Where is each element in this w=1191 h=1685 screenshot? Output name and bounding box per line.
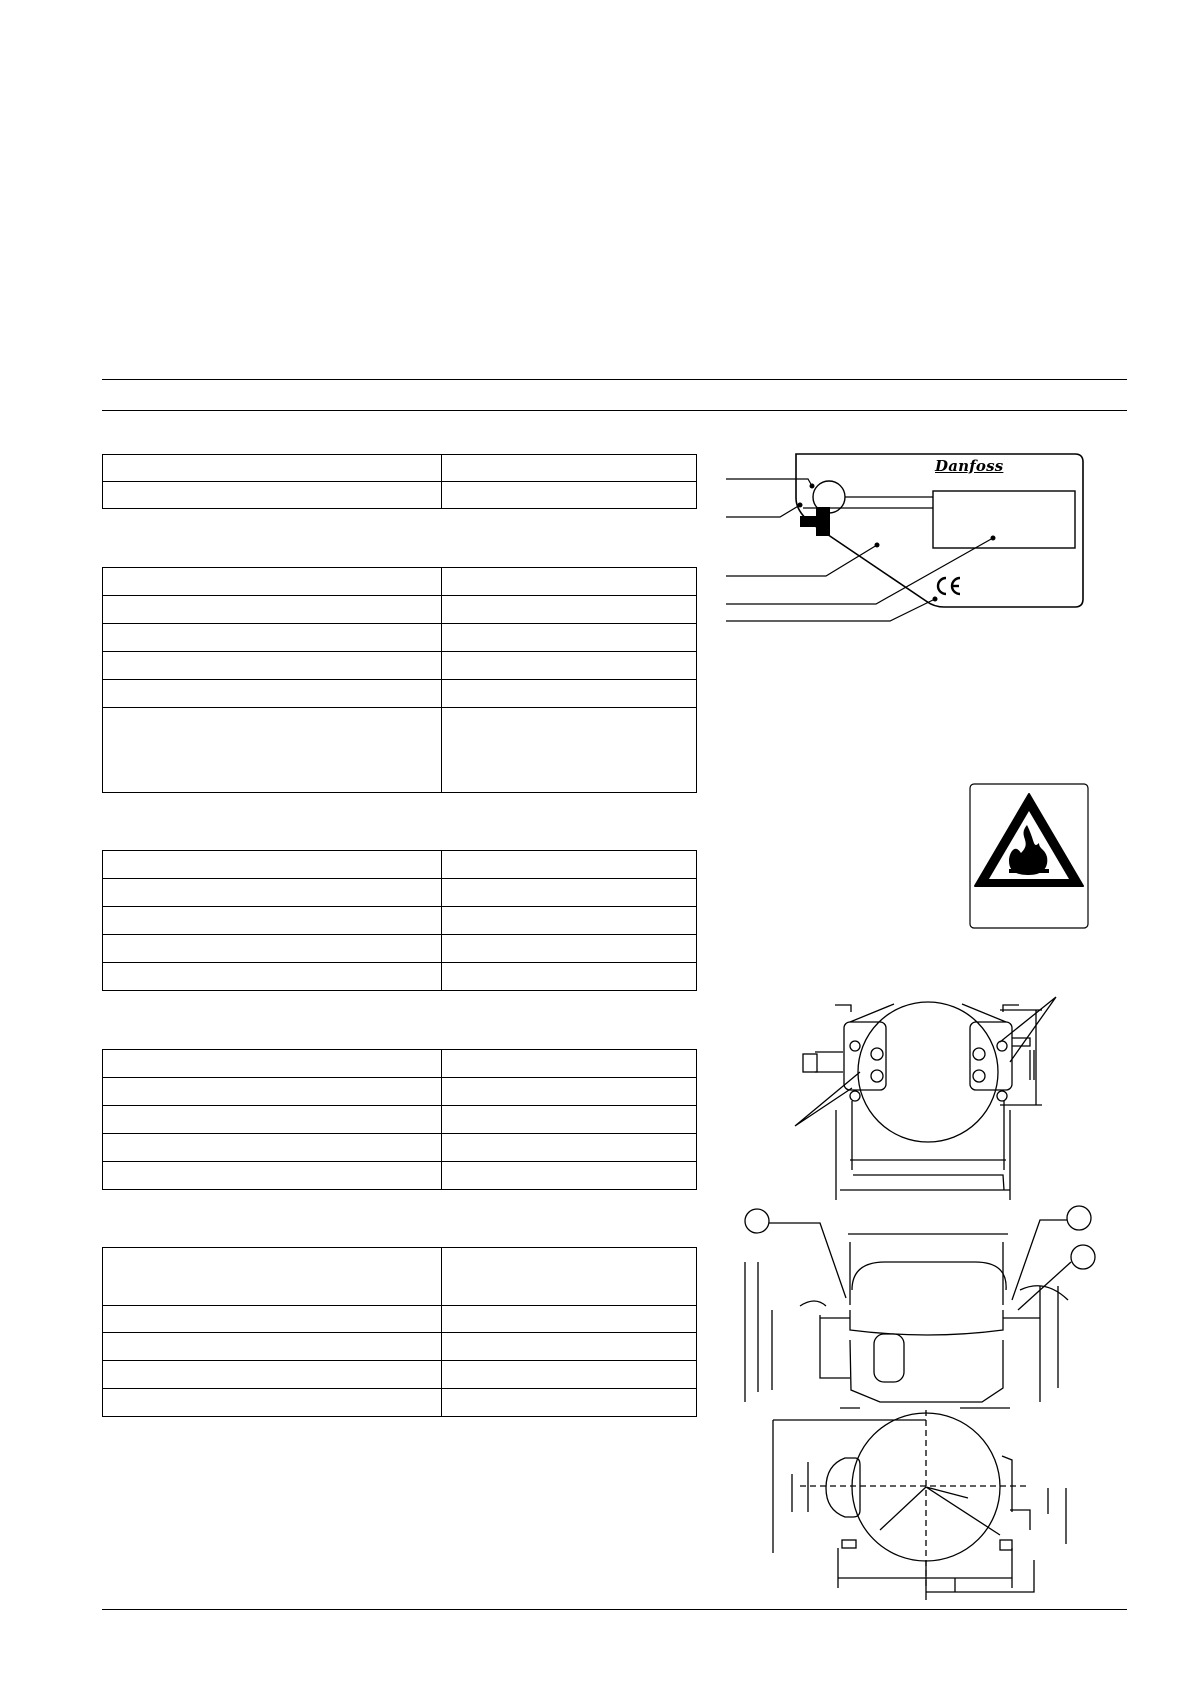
nameplate-inner-box — [933, 491, 1075, 548]
table-cell — [103, 935, 442, 963]
footer-rule — [102, 1609, 1127, 1610]
table-cell — [442, 708, 697, 793]
table-row — [103, 482, 697, 509]
table-cell — [103, 963, 442, 991]
table-cell — [103, 1361, 442, 1389]
table-row — [103, 624, 697, 652]
table-cell — [442, 1389, 697, 1417]
compressor-mounting-view — [795, 997, 1056, 1200]
table-cell — [442, 1248, 697, 1306]
table-row — [103, 851, 697, 879]
table-row — [103, 1162, 697, 1190]
table-cell — [442, 624, 697, 652]
table-cell — [103, 1106, 442, 1134]
table-row — [103, 907, 697, 935]
table-cell — [442, 1106, 697, 1134]
table-cell — [103, 1134, 442, 1162]
table-cell — [442, 455, 697, 482]
table-cell — [103, 624, 442, 652]
table-row — [103, 455, 697, 482]
table-row — [103, 680, 697, 708]
table-cell — [442, 907, 697, 935]
table-row — [103, 879, 697, 907]
table-cell — [442, 1361, 697, 1389]
spec-table-1 — [102, 454, 697, 509]
table-cell — [442, 680, 697, 708]
spec-table-3 — [102, 850, 697, 991]
table-cell — [442, 1306, 697, 1333]
table-cell — [103, 455, 442, 482]
table-row — [103, 1333, 697, 1361]
spec-table-2 — [102, 567, 697, 793]
table-cell — [103, 1306, 442, 1333]
table-cell — [442, 1162, 697, 1190]
table-row — [103, 708, 697, 793]
table-cell — [442, 652, 697, 680]
table-cell — [442, 879, 697, 907]
header-rule-bottom — [102, 410, 1127, 411]
header-rule-top — [102, 379, 1127, 380]
table-row — [103, 568, 697, 596]
table-cell — [103, 907, 442, 935]
table-cell — [103, 708, 442, 793]
table-cell — [442, 1134, 697, 1162]
table-cell — [442, 935, 697, 963]
table-row — [103, 1361, 697, 1389]
table-row — [103, 1306, 697, 1333]
table-cell — [103, 1333, 442, 1361]
table-cell — [442, 1050, 697, 1078]
table-cell — [442, 568, 697, 596]
spec-table-5 — [102, 1247, 697, 1417]
table-row — [103, 1106, 697, 1134]
table-row — [103, 1389, 697, 1417]
flammable-warning-icon — [969, 783, 1089, 929]
table-cell — [103, 879, 442, 907]
table-cell — [442, 1078, 697, 1106]
table-cell — [103, 1050, 442, 1078]
table-cell — [442, 963, 697, 991]
table-row — [103, 1248, 697, 1306]
table-cell — [103, 482, 442, 509]
table-cell — [103, 680, 442, 708]
table-row — [103, 652, 697, 680]
table-cell — [442, 851, 697, 879]
table-row — [103, 935, 697, 963]
table-cell — [103, 1162, 442, 1190]
ce-mark-icon — [933, 575, 963, 597]
table-cell — [442, 596, 697, 624]
table-cell — [103, 1248, 442, 1306]
nameplate-circle — [813, 481, 845, 513]
table-cell — [442, 1333, 697, 1361]
arrow-left-icon — [800, 507, 830, 536]
table-cell — [103, 851, 442, 879]
table-cell — [103, 1078, 442, 1106]
table-row — [103, 1050, 697, 1078]
table-row — [103, 596, 697, 624]
table-cell — [103, 596, 442, 624]
table-row — [103, 1134, 697, 1162]
table-cell — [103, 568, 442, 596]
table-cell — [103, 652, 442, 680]
table-cell — [442, 482, 697, 509]
table-row — [103, 1078, 697, 1106]
compressor-side-view — [745, 1206, 1095, 1408]
table-cell — [103, 1389, 442, 1417]
brand-logo: Danfoss — [935, 457, 1004, 475]
compressor-base-view — [773, 1410, 1066, 1600]
spec-table-4 — [102, 1049, 697, 1190]
table-row — [103, 963, 697, 991]
